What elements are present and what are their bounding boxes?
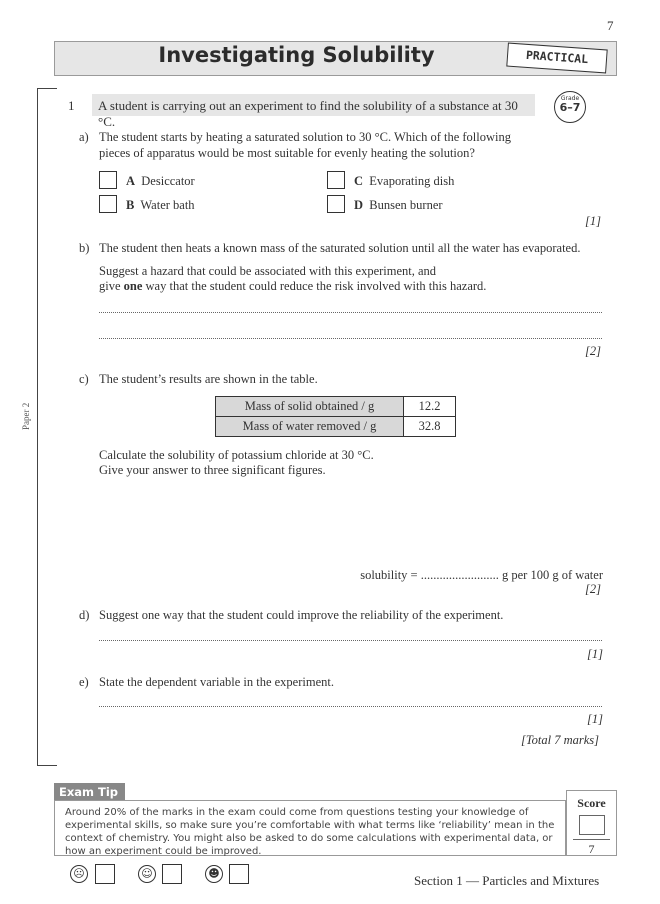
- part-c-line2: Calculate the solubility of potassium chloride at 30 °C.: [99, 448, 374, 462]
- option-d-checkbox[interactable]: [327, 195, 345, 213]
- page-number: 7: [607, 18, 614, 33]
- score-divider: [573, 839, 610, 840]
- option-a-checkbox[interactable]: [99, 171, 117, 189]
- answer-line-b1[interactable]: [99, 312, 602, 313]
- option-b: B Water bath: [126, 198, 195, 212]
- option-d: D Bunsen burner: [354, 198, 443, 212]
- section-footer: Section 1 — Particles and Mixtures: [414, 873, 600, 888]
- table-cell-label: Mass of water removed / g: [216, 417, 404, 437]
- part-b-label: b): [79, 241, 90, 255]
- practical-badge: PRACTICAL: [506, 43, 607, 74]
- exam-tip-text: Around 20% of the marks in the exam could come from questions testing your knowledge of experimental skills, so make sure you’re comfortable with what terms like ‘reliability’ mean in the context of chemistry. You might also be asked to do some calculations with experimental data, or how an experiment could be improved.: [54, 800, 566, 856]
- exam-tip-heading: Exam Tip: [54, 783, 125, 801]
- sad-face-checkbox[interactable]: [95, 864, 115, 884]
- table-cell-value: 32.8: [404, 417, 456, 437]
- score-input[interactable]: [579, 815, 605, 835]
- table-row: [216, 397, 456, 417]
- part-a-line1: The student starts by heating a saturated solution to 30 °C. Which of the following: [99, 130, 511, 144]
- part-b-line2: Suggest a hazard that could be associated with this experiment, and: [99, 264, 437, 278]
- part-e-line1: State the dependent variable in the experiment.: [99, 675, 334, 689]
- neutral-face-checkbox[interactable]: [162, 864, 182, 884]
- option-a: A Desiccator: [126, 174, 195, 188]
- table-row: [216, 417, 456, 437]
- grade-badge: [554, 91, 586, 123]
- part-a-label: a): [79, 130, 89, 144]
- grade-label: Grade: [560, 95, 580, 102]
- answer-line-e[interactable]: [99, 706, 602, 707]
- part-a-marks: [1]: [585, 214, 601, 228]
- score-max: 7: [588, 842, 595, 856]
- part-b-line3: give one way that the student could reduce the risk involved with this hazard.: [99, 279, 487, 293]
- part-c-line1: The student’s results are shown in the table.: [99, 372, 318, 386]
- part-b-marks: [2]: [585, 344, 601, 358]
- table-cell-label: Mass of solid obtained / g: [216, 397, 404, 417]
- part-d-marks: [1]: [587, 647, 603, 661]
- answer-line-d[interactable]: [99, 640, 602, 641]
- question-number: 1: [68, 98, 75, 113]
- question-intro: A student is carrying out an experiment to find the solubility of a substance at 30 °C.: [92, 94, 535, 116]
- question-bracket: [37, 88, 57, 766]
- option-b-checkbox[interactable]: [99, 195, 117, 213]
- results-table: [215, 396, 456, 437]
- part-e-marks: [1]: [587, 712, 603, 726]
- happy-face-icon: ☻: [205, 865, 223, 883]
- option-c: C Evaporating dish: [354, 174, 455, 188]
- solubility-answer-line[interactable]: solubility = ......................... g per 100 g of water: [360, 568, 603, 582]
- part-b-line1: The student then heats a known mass of the saturated solution until all the water has evaporated.: [99, 241, 581, 255]
- table-cell-value: 12.2: [404, 397, 456, 417]
- part-c-label: c): [79, 372, 89, 386]
- part-d-line1: Suggest one way that the student could improve the reliability of the experiment.: [99, 608, 504, 622]
- page-title: Investigating Solubility: [158, 43, 435, 67]
- option-c-checkbox[interactable]: [327, 171, 345, 189]
- part-c-line3: Give your answer to three significant figures.: [99, 463, 326, 477]
- grade-value: 6–7: [559, 101, 581, 114]
- paper-label: Paper 2: [21, 402, 31, 430]
- total-marks: [Total 7 marks]: [521, 733, 600, 747]
- sad-face-icon: ☹: [70, 865, 88, 883]
- part-c-marks: [2]: [585, 582, 601, 596]
- neutral-face-icon: ☺: [138, 865, 156, 883]
- part-d-label: d): [79, 608, 90, 622]
- happy-face-checkbox[interactable]: [229, 864, 249, 884]
- score-box: [566, 790, 617, 856]
- answer-line-b2[interactable]: [99, 338, 602, 339]
- score-label: Score: [577, 796, 606, 810]
- part-a-line2: pieces of apparatus would be most suitable for evenly heating the solution?: [99, 146, 475, 160]
- part-e-label: e): [79, 675, 89, 689]
